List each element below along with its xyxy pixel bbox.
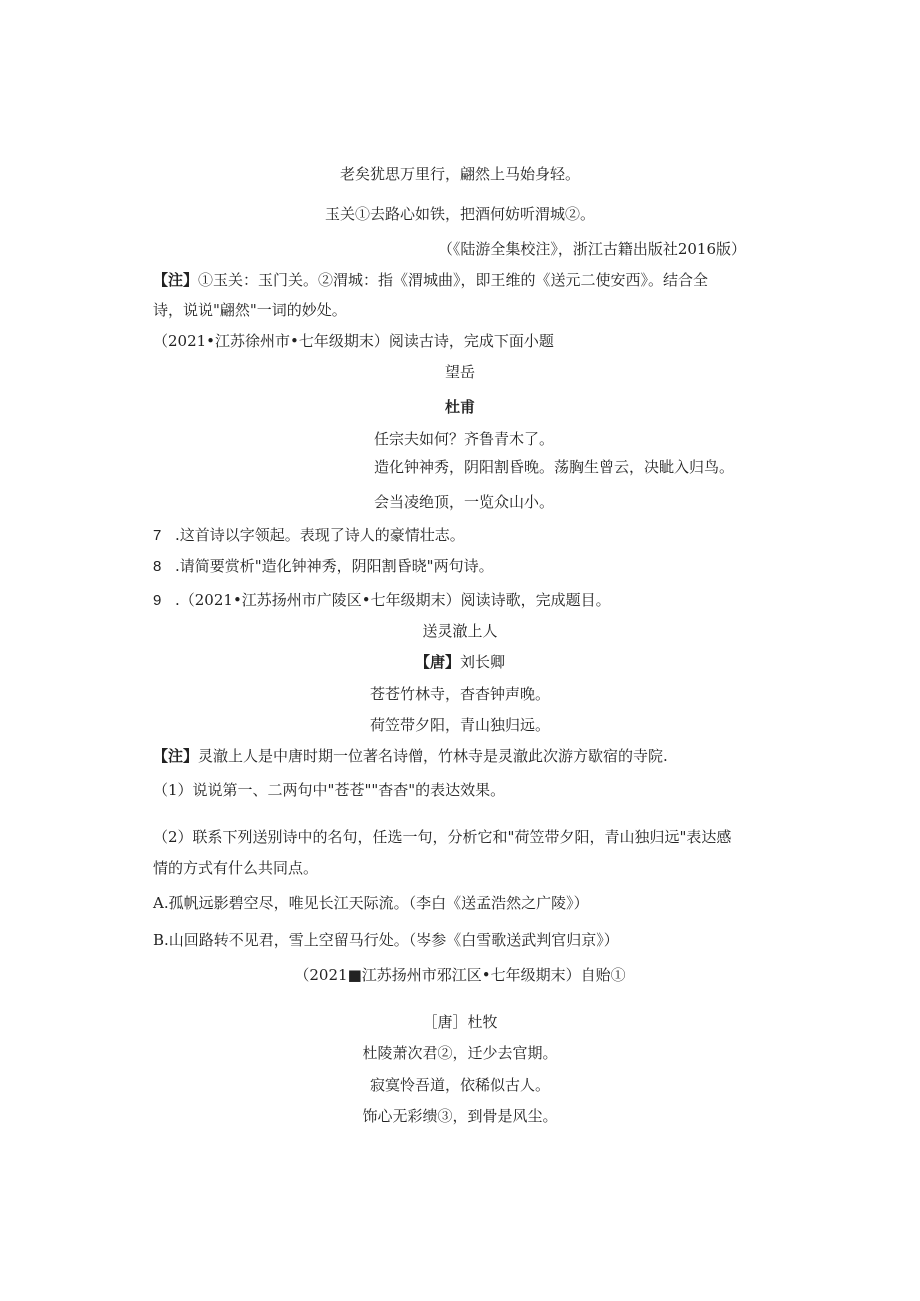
poem-line: 荷笠带夕阳，青山独归远。: [369, 716, 550, 734]
poem-line: 任宗夫如何？齐鲁青木了。: [374, 430, 555, 448]
poem-title: 送灵澈上人: [422, 622, 498, 640]
question-text: .（2021•江苏扬州市广陵区•七年级期末）阅读诗歌，完成题目。: [175, 591, 611, 609]
poem-title: 望岳: [444, 363, 475, 381]
question-8: [153, 556, 494, 577]
question-number: 8: [153, 558, 162, 575]
poem-line: 造化钟神秀，阴阳割昏晚。荡胸生曾云，决眦入归鸟。: [374, 458, 735, 476]
note-label: 【注】: [153, 747, 199, 765]
section-intro: （2021•江苏徐州市•七年级期末）阅读古诗，完成下面小题: [153, 332, 554, 350]
note-line: [153, 270, 708, 290]
question-text: .这首诗以字领起。表现了诗人的豪情壮志。: [175, 526, 465, 544]
sub-question-2: （2）联系下列送别诗中的名句，任选一句，分析它和"荷笠带夕阳，青山独归远"表达感: [153, 828, 732, 846]
note-line: 诗，说说"翩然"一词的妙处。: [153, 301, 347, 319]
note-text: ①玉关：玉门关。②渭城：指《渭城曲》，即王维的《送元二使安西》。结合全: [198, 271, 709, 289]
sub-question-2-cont: 情的方式有什么共同点。: [153, 859, 319, 877]
poem-author: ［唐］杜牧: [422, 1013, 498, 1031]
question-9: [153, 590, 611, 611]
sub-question-1: （1）说说第一、二两句中"苍苍""杳杳"的表达效果。: [153, 781, 506, 799]
poem-author: 杜甫: [444, 398, 475, 416]
question-7: [153, 525, 465, 546]
poem-line: 杜陵萧次君②，迁少去官期。: [362, 1044, 558, 1062]
note-label: 【注】: [153, 271, 199, 289]
note-line: [153, 746, 668, 766]
question-number: 9: [153, 592, 162, 609]
source-citation: （《陆游全集校注》，浙江古籍出版社2016版）: [437, 240, 746, 258]
poem-line: 饰心无彩缋③，到骨是风尘。: [362, 1107, 558, 1125]
poem-line: 玉关①去路心如铁，把酒何妨听渭城②。: [324, 205, 595, 223]
poem-author: [0, 652, 920, 672]
poem-line: 苍苍竹林寺，杳杳钟声晚。: [369, 685, 550, 703]
note-text: 灵澈上人是中唐时期一位著名诗僧，竹林寺是灵澈此次游方歇宿的寺院.: [198, 747, 668, 765]
dynasty-bracket: 【唐】: [414, 653, 460, 671]
author-name: 刘长卿: [460, 653, 506, 671]
question-number: 7: [153, 527, 162, 544]
poem-line: 寂寞怜吾道，依稀似古人。: [369, 1076, 550, 1094]
section-intro: （2021■江苏扬州市邪江区•七年级期末）自贻①: [294, 966, 626, 984]
option-a: A.孤帆远影碧空尽，唯见长江天际流。（李白《送孟浩然之广陵》）: [153, 894, 589, 912]
question-text: .请简要赏析"造化钟神秀，阴阳割昏晓"两句诗。: [175, 557, 494, 575]
poem-line: 老矣犹思万里行，翩然上马始身轻。: [339, 165, 580, 183]
option-b: B.山回路转不见君，雪上空留马行处。（岑参《白雪歌送武判官归京》）: [153, 931, 619, 949]
poem-line: 会当凌绝顶，一览众山小。: [374, 493, 555, 511]
